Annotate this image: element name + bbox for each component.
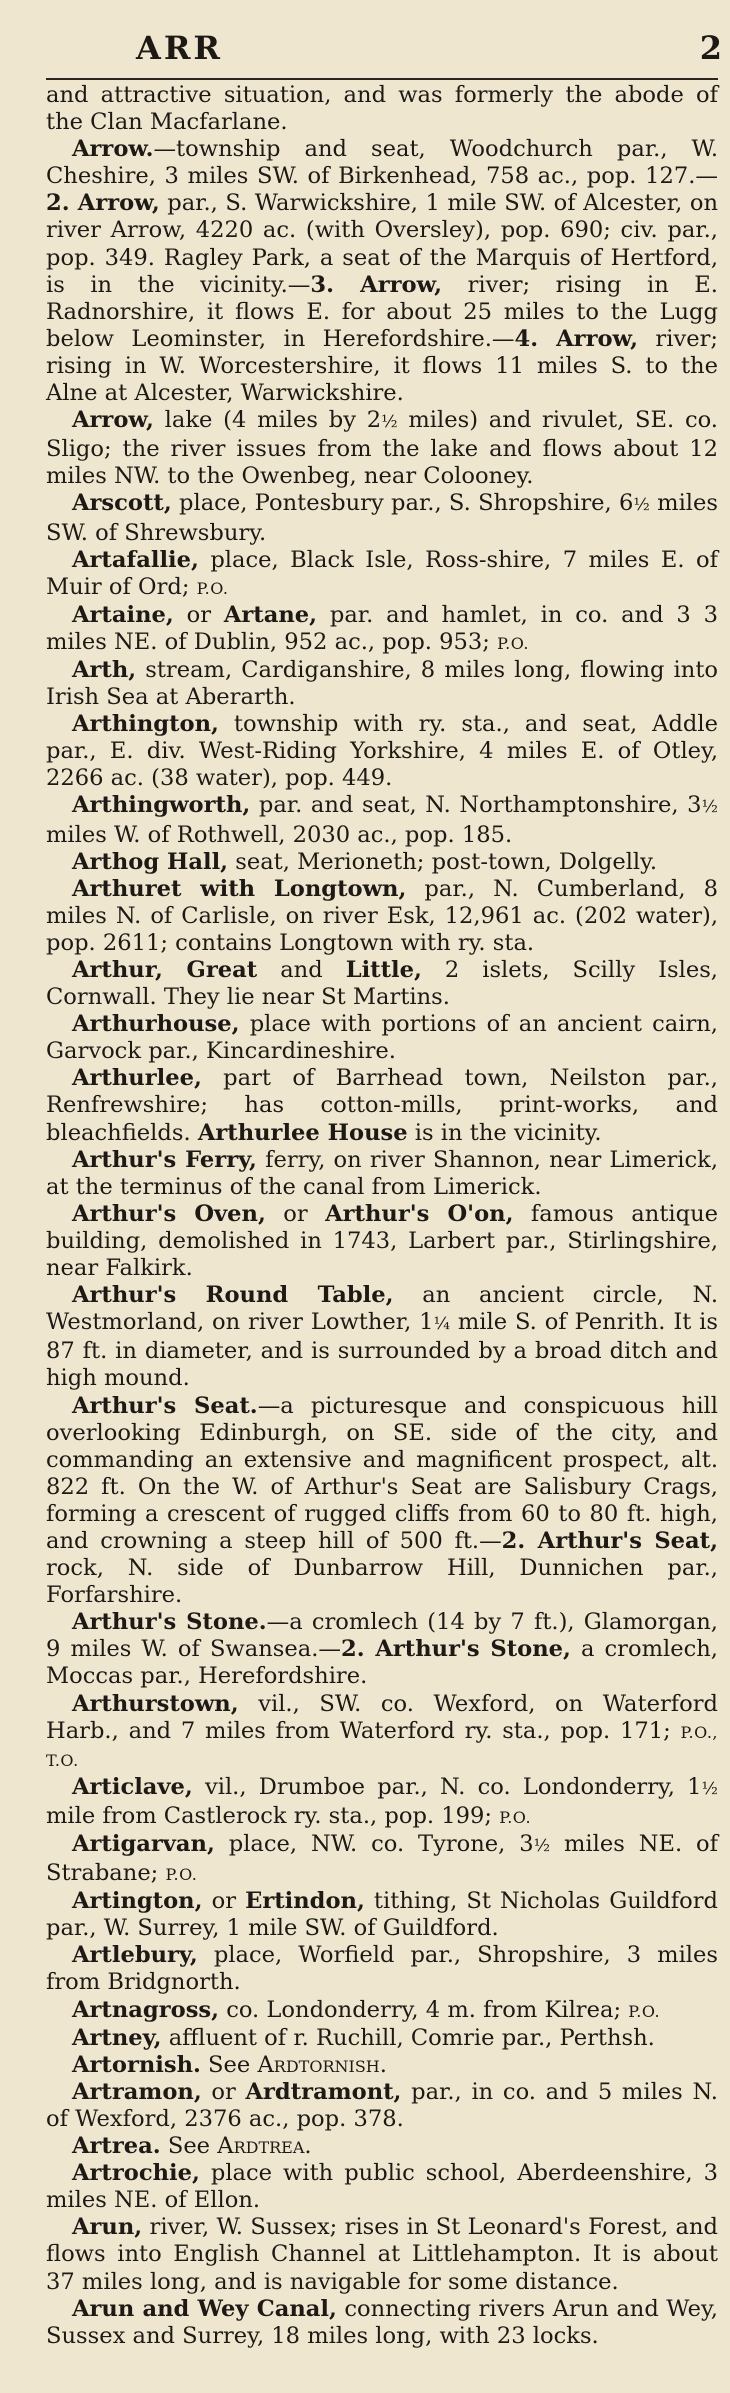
entry-arthington bbox=[46, 711, 718, 792]
entry-text: ½ bbox=[533, 1836, 551, 1856]
entry-arthurs-ferry bbox=[46, 1147, 718, 1201]
entry-headword: Ardtramont, bbox=[245, 2078, 402, 2105]
entry-text: or bbox=[201, 2078, 246, 2105]
entry-text: river; rising in W. Worcestershire, it flows 11 miles S. to the Alne at Alcester, Warwickshire. bbox=[46, 325, 718, 407]
entry-text: famous antique building, demolished in 1743, Larbert par., Stirlingshire, near Falkirk. bbox=[46, 1200, 719, 1282]
entry-articlave bbox=[46, 1774, 718, 1831]
entry-headword: Arth, bbox=[72, 656, 137, 683]
entry-text: affluent of r. Ruchill, Comrie par., Perthsh. bbox=[161, 2024, 655, 2051]
entry-artornish bbox=[46, 2052, 718, 2079]
entry-arthur-great-little bbox=[46, 957, 718, 1011]
entry-text: P.O., T.O. bbox=[46, 1722, 718, 1770]
entry-artnagross bbox=[46, 1997, 718, 2025]
entry-headword: Artornish. bbox=[72, 2051, 201, 2078]
entry-headword: Artrochie, bbox=[72, 2160, 200, 2187]
entry-text: par. and seat, N. Northamptonshire, 3 bbox=[250, 792, 702, 819]
entry-headword: 2. Arthur's Stone, bbox=[341, 1636, 571, 1663]
entry-headword: Artaine, bbox=[72, 601, 174, 628]
entry-headword: Little, bbox=[345, 957, 422, 983]
entry-arrow bbox=[46, 136, 718, 407]
entry-text: vil., Drumboe par., N. co. Londonderry, 1 bbox=[192, 1773, 702, 1800]
entry-headword: Arun and Wey Canal, bbox=[72, 2295, 337, 2322]
entry-text: See bbox=[160, 2133, 218, 2160]
entry-text: mile S. of Penrith. It is 87 ft. in diameter, and is surrounded by a broad ditch and high mound. bbox=[46, 1309, 719, 1392]
entry-text: ½ bbox=[701, 1778, 718, 1799]
entry-text: or bbox=[173, 601, 224, 628]
entry-text: or bbox=[265, 1200, 326, 1227]
entry-text: Ardtornish. bbox=[257, 2051, 387, 2078]
entry-headword: Artington, bbox=[72, 1888, 203, 1915]
entry-artrochie bbox=[46, 2160, 718, 2214]
entry-arthuret bbox=[46, 876, 718, 957]
entry-headword: Arthur's Seat. bbox=[72, 1392, 258, 1419]
entry-arrow-lake bbox=[46, 407, 718, 490]
entry-headword: Arthingworth, bbox=[72, 792, 251, 819]
page-number: 2 bbox=[699, 29, 722, 67]
entry-list bbox=[46, 82, 718, 2350]
entry-headword: Artane, bbox=[223, 601, 318, 628]
entry-headword: 3. Arrow, bbox=[310, 271, 443, 298]
entry-arthingworth bbox=[46, 792, 718, 848]
entry-text: par. and hamlet, in co. and 3 3 miles NE. of Dublin, 952 ac., pop. 953; bbox=[46, 601, 718, 655]
running-headword: ARR bbox=[136, 29, 224, 67]
entry-cont bbox=[46, 82, 718, 136]
running-header bbox=[46, 14, 722, 82]
entry-headword: Artramon, bbox=[72, 2078, 202, 2105]
entry-text: par., N. Cumberland, 8 miles N. of Carlisle, on river Esk, 12,961 ac. (202 water), pop. 2611; contains Longtown with ry. sta. bbox=[46, 875, 718, 956]
entry-text: ½ bbox=[701, 797, 718, 818]
entry-text: place, Black Isle, Ross-shire, 7 miles E. of Muir of Ord; bbox=[46, 546, 718, 600]
entry-headword: Arthur's O'on, bbox=[325, 1200, 514, 1227]
entry-headword: Artney, bbox=[72, 2024, 162, 2051]
entry-text: miles NE. of Strabane; bbox=[46, 1831, 718, 1887]
entry-headword: Arthurlee House bbox=[197, 1119, 408, 1146]
entry-headword: Artlebury, bbox=[72, 1942, 198, 1969]
entry-text: or bbox=[202, 1888, 246, 1915]
entry-text: P.O. bbox=[165, 1865, 198, 1885]
entry-text: ½ bbox=[381, 412, 398, 433]
entry-text: part of Barrhead town, Neilston par., Renfrewshire; has cotton-mills, print-works, and bleachfields. bbox=[46, 1065, 718, 1146]
entry-text: ferry, on river Shannon, near Limerick, at the terminus of the canal from Limerick. bbox=[46, 1146, 718, 1200]
entry-headword: Arthurstown, bbox=[72, 1690, 239, 1717]
entry-arthurlee bbox=[46, 1065, 718, 1146]
entry-headword: Arthur's Stone. bbox=[72, 1609, 267, 1636]
entry-text: P.O. bbox=[499, 1807, 532, 1827]
entry-headword: Artnagross, bbox=[72, 1996, 220, 2023]
entry-arthurhouse bbox=[46, 1011, 718, 1065]
entry-headword: Arrow. bbox=[72, 136, 154, 163]
entry-text: river, W. Sussex; rises in St Leonard's Forest, and flows into English Channel at Littlehampton. It is about 37 miles long, and is navigable for some distance. bbox=[46, 2214, 718, 2295]
entry-headword: Arthog Hall, bbox=[72, 848, 229, 875]
entry-text: P.O. bbox=[497, 633, 529, 653]
entry-headword: 2. Arrow, bbox=[46, 190, 160, 217]
entry-headword: Articlave, bbox=[72, 1773, 193, 1800]
entry-headword: Artafallie, bbox=[72, 546, 199, 573]
entry-artafallie bbox=[46, 547, 718, 602]
entry-headword: Arthurlee, bbox=[72, 1065, 202, 1092]
entry-arun bbox=[46, 2214, 718, 2295]
entry-text: place with portions of an ancient cairn, Garvock par., Kincardineshire. bbox=[46, 1011, 718, 1065]
entry-artigarvan bbox=[46, 1831, 718, 1888]
entry-arthurs-stone bbox=[46, 1609, 718, 1690]
entry-text: and attractive situation, and was formerly the abode of the Clan Macfarlane. bbox=[46, 82, 718, 136]
entry-text: tithing, St Nicholas Guildford par., W. Surrey, 1 mile SW. of Guildford. bbox=[46, 1888, 718, 1942]
entry-headword: Arthur's Round Table, bbox=[72, 1282, 394, 1309]
entry-text: place, Pontesbury par., S. Shropshire, 6 bbox=[171, 490, 634, 517]
entry-text: place, NW. co. Tyrone, 3 bbox=[214, 1831, 534, 1857]
entry-text: vil., SW. co. Wexford, on Waterford Harb., and 7 miles from Waterford ry. sta., pop. 171; bbox=[46, 1690, 718, 1744]
entry-text: —township and seat, Woodchurch par., W. Cheshire, 3 miles SW. of Birkenhead, 758 ac., pop. 127.— bbox=[46, 136, 718, 190]
entry-headword: Ertindon, bbox=[245, 1888, 365, 1915]
entry-artington bbox=[46, 1888, 718, 1942]
entry-text: stream, Cardiganshire, 8 miles long, flowing into Irish Sea at Aberarth. bbox=[46, 656, 718, 711]
entry-headword: Arthurhouse, bbox=[72, 1011, 240, 1038]
entry-text: —a picturesque and conspicuous hill overlooking Edinburgh, on SE. side of the city, and commanding an extensive and magnificent prospect, alt. 822 ft. On the W. of Arthur's Seat are Salisbury Crags, forming a crescent of rugged cliffs from 60 to 80 ft. high, and crowning a steep hill of 500 ft.— bbox=[46, 1392, 719, 1554]
entry-text: par., S. Warwickshire, 1 mile SW. of Alcester, on river Arrow, 4220 ac. (with Oversley), pop. 690; civ. par., pop. 349. Ragley Park, a seat of the Marquis of Hertford, is in the vicinity.— bbox=[46, 190, 718, 298]
entry-headword: Artrea. bbox=[72, 2133, 161, 2160]
entry-arthurs-seat bbox=[46, 1393, 718, 1610]
entry-text: co. Londonderry, 4 m. from Kilrea; bbox=[219, 1996, 629, 2023]
entry-headword: Arun, bbox=[72, 2214, 143, 2241]
entry-arth bbox=[46, 657, 718, 711]
entry-text: river; rising in E. Radnorshire, it flows E. for about 25 miles to the Lugg below Leominster, in Herefordshire.— bbox=[46, 271, 718, 352]
entry-text: lake (4 miles by 2 bbox=[153, 407, 382, 434]
entry-artrea bbox=[46, 2133, 718, 2160]
entry-artney bbox=[46, 2025, 718, 2052]
entry-text: par., in co. and 5 miles N. of Wexford, 2376 ac., pop. 378. bbox=[46, 2078, 718, 2132]
entry-text: See bbox=[200, 2051, 258, 2078]
entry-arthurs-oven bbox=[46, 1201, 718, 1282]
entry-artramon bbox=[46, 2079, 718, 2133]
entry-text: miles W. of Rothwell, 2030 ac., pop. 185. bbox=[46, 821, 513, 848]
entry-arun-wey-canal bbox=[46, 2296, 718, 2350]
entry-text: miles) and rivulet, SE. co. Sligo; the river issues from the lake and flows about 12 miles NW. to the Owenbeg, near Colooney. bbox=[46, 407, 718, 490]
entry-text: is in the vicinity. bbox=[407, 1119, 602, 1146]
entry-text: place with public school, Aberdeenshire, 3 miles NE. of Ellon. bbox=[46, 2160, 718, 2214]
entry-text: township with ry. sta., and seat, Addle par., E. div. West-Riding Yorkshire, 4 miles E. of Otley, 2266 ac. (38 water), pop. 449. bbox=[46, 711, 718, 792]
entry-text: Ardtrea. bbox=[217, 2133, 312, 2160]
entry-headword: Arthur, Great bbox=[72, 957, 258, 983]
entry-text: and bbox=[257, 957, 346, 983]
entry-headword: Artigarvan, bbox=[72, 1831, 215, 1857]
entry-headword: Arthington, bbox=[72, 711, 219, 738]
entry-arthurs-round-table bbox=[46, 1282, 718, 1392]
entry-headword: Arscott, bbox=[72, 490, 172, 517]
entry-headword: Arrow, bbox=[72, 407, 154, 434]
entry-artaine bbox=[46, 602, 718, 657]
entry-text: miles SW. of Shrewsbury. bbox=[46, 490, 718, 546]
entry-arthurstown bbox=[46, 1691, 718, 1774]
entry-headword: Arthur's Oven, bbox=[72, 1200, 266, 1227]
header-rule bbox=[46, 78, 718, 80]
entry-text: P.O. bbox=[628, 2001, 661, 2021]
entry-text: a cromlech, Moccas par., Herefordshire. bbox=[46, 1636, 718, 1690]
entry-text: place, Worfield par., Shropshire, 3 miles from Bridgnorth. bbox=[46, 1942, 718, 1996]
entry-headword: Arthur's Ferry, bbox=[72, 1146, 257, 1173]
entry-text: mile from Castlerock ry. sta., pop. 199; bbox=[46, 1802, 500, 1829]
entry-text: P.O. bbox=[196, 578, 229, 598]
entry-text: an ancient circle, N. Westmorland, on river Lowther, 1 bbox=[46, 1282, 718, 1336]
entry-arthog-hall bbox=[46, 849, 718, 876]
entry-artlebury bbox=[46, 1942, 718, 1996]
entry-text: 2 islets, Scilly Isles, Cornwall. They lie near St Martins. bbox=[46, 957, 718, 1011]
entry-text: ½ bbox=[633, 495, 650, 516]
entry-text: rock, N. side of Dunbarrow Hill, Dunnichen par., Forfarshire. bbox=[46, 1555, 718, 1609]
entry-arscott bbox=[46, 490, 718, 546]
entry-text: —a cromlech (14 by 7 ft.), Glamorgan, 9 miles W. of Swansea.— bbox=[46, 1609, 718, 1663]
entry-text: ¼ bbox=[433, 1314, 451, 1335]
entry-text: seat, Merioneth; post-town, Dolgelly. bbox=[228, 848, 658, 875]
entry-headword: 2. Arthur's Seat, bbox=[501, 1527, 718, 1554]
entry-headword: 4. Arrow, bbox=[514, 325, 639, 352]
entry-text: connecting rivers Arun and Wey, Sussex and Surrey, 18 miles long, with 23 locks. bbox=[46, 2295, 718, 2349]
entry-headword: Arthuret with Longtown, bbox=[72, 875, 407, 902]
